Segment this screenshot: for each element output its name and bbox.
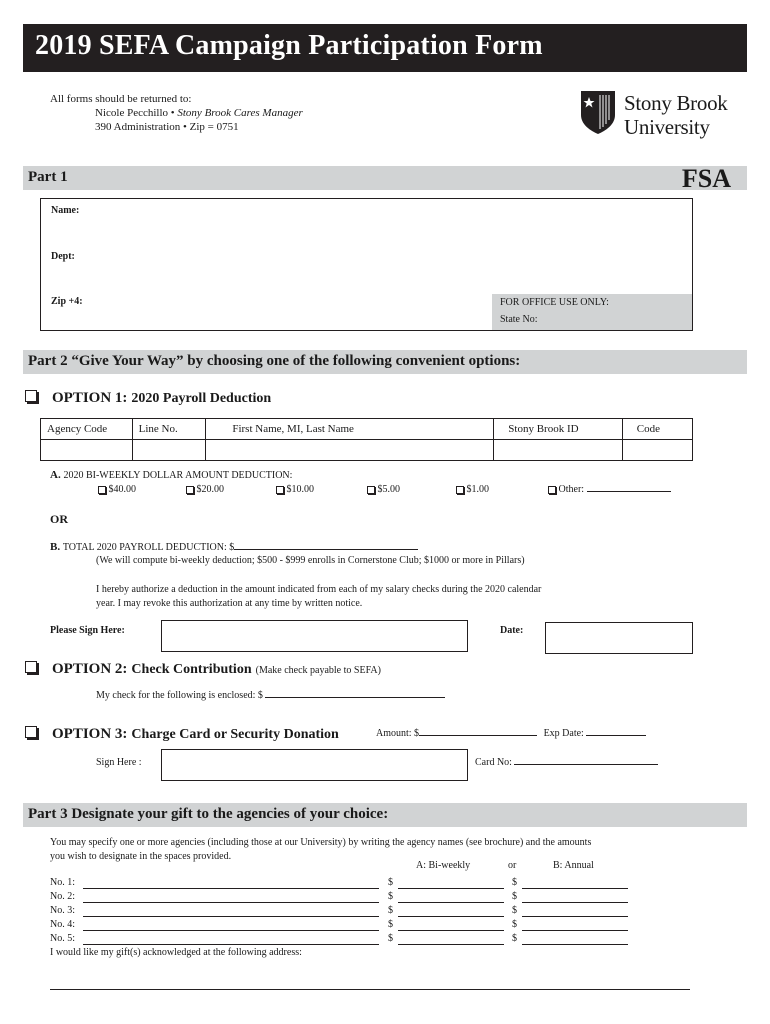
contact-role: Stony Brook Cares Manager bbox=[177, 107, 303, 119]
designation-row: No. 3: $ $ bbox=[50, 905, 650, 919]
designation-row: No. 5: $ $ bbox=[50, 933, 650, 947]
option2-note: (Make check payable to SEFA) bbox=[255, 665, 381, 676]
charge-amount-line: Amount: $ Exp Date: bbox=[376, 728, 646, 739]
designation-row: No. 4: $ $ bbox=[50, 919, 650, 933]
state-no-label: State No: bbox=[500, 314, 538, 325]
annual-amount-field[interactable] bbox=[522, 891, 628, 903]
part1-info-box bbox=[40, 198, 693, 331]
dept-label: Dept: bbox=[51, 251, 75, 262]
annual-amount-field[interactable] bbox=[522, 933, 628, 945]
option2-title: OPTION 2: bbox=[52, 661, 128, 677]
charge-sign-label: Sign Here : bbox=[96, 757, 142, 768]
part3-label: Part 3 Designate your gift to the agencies of your choice: bbox=[28, 806, 389, 822]
annual-amount-field[interactable] bbox=[522, 919, 628, 931]
biweekly-amount-field[interactable] bbox=[398, 905, 504, 917]
col-biweekly: A: Bi-weekly bbox=[416, 860, 471, 871]
name-label: Name: bbox=[51, 205, 80, 216]
option2-subtitle: Check Contribution bbox=[131, 662, 252, 677]
option-b-note: (We will compute bi-weekly deduction; $500 - $999 enrolls in Cornerstone Club; $1000 or more in Pillars) bbox=[96, 555, 525, 566]
title-bar bbox=[23, 24, 747, 72]
amount-option-1[interactable]: $1.00 bbox=[456, 484, 489, 495]
sign-label: Please Sign Here: bbox=[50, 625, 125, 636]
agency-name-field[interactable] bbox=[83, 919, 379, 931]
charge-amount-field[interactable] bbox=[419, 735, 537, 736]
biweekly-amount-field[interactable] bbox=[398, 891, 504, 903]
amount-option-other[interactable]: Other: bbox=[548, 484, 671, 495]
agency-name-field[interactable] bbox=[83, 933, 379, 945]
option3-subtitle: Charge Card or Security Donation bbox=[131, 727, 339, 742]
col-line-no: Line No. bbox=[132, 419, 206, 440]
col-agency-code: Agency Code bbox=[41, 419, 133, 440]
designation-rows bbox=[50, 877, 650, 961]
col-code: Code bbox=[622, 419, 692, 440]
authorization-text-1: I hereby authorize a deduction in the amount indicated from each of my salary checks during the 2020 calendar bbox=[96, 584, 542, 595]
option-a-text: 2020 BI-WEEKLY DOLLAR AMOUNT DEDUCTION: bbox=[63, 470, 293, 481]
biweekly-amount-field[interactable] bbox=[398, 933, 504, 945]
check-enclosed-line: My check for the following is enclosed: $ bbox=[96, 690, 445, 701]
col-full-name: First Name, MI, Last Name bbox=[206, 419, 494, 440]
amount-option-10[interactable]: $10.00 bbox=[276, 484, 314, 495]
checkbox-icon[interactable] bbox=[276, 486, 284, 494]
total-deduction-field[interactable] bbox=[234, 549, 418, 550]
part2-header bbox=[23, 350, 747, 374]
exp-date-field[interactable] bbox=[586, 735, 646, 736]
agency-name-field[interactable] bbox=[83, 905, 379, 917]
option3-row bbox=[25, 725, 339, 743]
check-amount-field[interactable] bbox=[265, 697, 445, 698]
full-name-cell[interactable] bbox=[206, 440, 494, 461]
university-logo bbox=[579, 87, 744, 147]
other-amount-field[interactable] bbox=[587, 491, 671, 492]
zip-field[interactable] bbox=[101, 292, 481, 310]
date-field[interactable] bbox=[545, 622, 693, 654]
office-use-label: FOR OFFICE USE ONLY: bbox=[500, 297, 609, 308]
part1-label: Part 1 bbox=[28, 169, 68, 185]
agency-name-field[interactable] bbox=[83, 891, 379, 903]
checkbox-icon[interactable] bbox=[186, 486, 194, 494]
return-instructions: All forms should be returned to: bbox=[50, 93, 192, 105]
option2-row bbox=[25, 660, 381, 678]
office-use-panel bbox=[492, 294, 692, 330]
option3-checkbox[interactable] bbox=[25, 726, 37, 738]
authorization-text-2: year. I may revoke this authorization at any time by written notice. bbox=[96, 598, 363, 609]
checkbox-icon[interactable] bbox=[98, 486, 106, 494]
card-no-line: Card No: bbox=[475, 757, 658, 768]
charge-signature-field[interactable] bbox=[161, 749, 468, 781]
signature-field[interactable] bbox=[161, 620, 468, 652]
agency-name-field[interactable] bbox=[83, 877, 379, 889]
dept-field[interactable] bbox=[101, 247, 681, 265]
checkbox-icon[interactable] bbox=[456, 486, 464, 494]
acknowledgement-address-field[interactable] bbox=[50, 989, 690, 990]
contact-name: Nicole Pecchillo bbox=[95, 107, 169, 119]
agency-code-cell[interactable] bbox=[41, 440, 133, 461]
part1-header bbox=[23, 164, 747, 193]
or-label: OR bbox=[50, 512, 68, 526]
payroll-table bbox=[40, 418, 693, 461]
designation-row: No. 1: $ $ bbox=[50, 877, 650, 891]
amount-option-20[interactable]: $20.00 bbox=[186, 484, 224, 495]
logo-text-line1: Stony Brook bbox=[624, 91, 728, 115]
col-or: or bbox=[508, 860, 517, 871]
option1-checkbox[interactable] bbox=[25, 390, 37, 402]
part3-intro-1: You may specify one or more agencies (including those at our University) by writing the agency names (see brochure) and the amounts bbox=[50, 837, 592, 848]
zip-label: Zip +4: bbox=[51, 296, 83, 307]
option2-checkbox[interactable] bbox=[25, 661, 37, 673]
code-cell[interactable] bbox=[622, 440, 692, 461]
annual-amount-field[interactable] bbox=[522, 905, 628, 917]
date-label: Date: bbox=[500, 625, 524, 636]
col-annual: B: Annual bbox=[553, 860, 594, 871]
amount-options bbox=[98, 484, 698, 498]
option-b-line: B. TOTAL 2020 PAYROLL DEDUCTION: $ bbox=[50, 541, 418, 553]
option-b-text: TOTAL 2020 PAYROLL DEDUCTION: $ bbox=[62, 542, 235, 553]
amount-option-40[interactable]: $40.00 bbox=[98, 484, 136, 495]
stony-brook-id-cell[interactable] bbox=[494, 440, 623, 461]
fsa-badge: FSA bbox=[681, 164, 731, 193]
annual-amount-field[interactable] bbox=[522, 877, 628, 889]
line-no-cell[interactable] bbox=[132, 440, 206, 461]
biweekly-amount-field[interactable] bbox=[398, 919, 504, 931]
return-address: 390 Administration • Zip = 0751 bbox=[95, 121, 239, 133]
return-contact: Nicole Pecchillo • Stony Brook Cares Manager bbox=[95, 107, 303, 119]
option1-subtitle: 2020 Payroll Deduction bbox=[131, 391, 272, 406]
biweekly-amount-field[interactable] bbox=[398, 877, 504, 889]
col-stony-brook-id: Stony Brook ID bbox=[494, 419, 623, 440]
option-a-line: A. 2020 BI-WEEKLY DOLLAR AMOUNT DEDUCTION: bbox=[50, 469, 293, 481]
checkbox-icon[interactable] bbox=[367, 486, 375, 494]
part2-label: Part 2 “Give Your Way” by choosing one of the following convenient options: bbox=[28, 353, 521, 369]
part3-intro-2: you wish to designate in the spaces provided. bbox=[50, 851, 232, 862]
acknowledgement-label: I would like my gift(s) acknowledged at the following address: bbox=[50, 947, 302, 958]
card-no-field[interactable] bbox=[514, 764, 658, 765]
table-header-row bbox=[41, 419, 693, 440]
option1-row bbox=[25, 389, 271, 407]
table-row bbox=[41, 440, 693, 461]
option3-title: OPTION 3: bbox=[52, 726, 128, 742]
part3-header bbox=[23, 803, 747, 827]
checkbox-icon[interactable] bbox=[548, 486, 556, 494]
amount-option-5[interactable]: $5.00 bbox=[367, 484, 400, 495]
shield-icon bbox=[579, 89, 617, 135]
name-field[interactable] bbox=[101, 201, 681, 219]
logo-text-line2: University bbox=[624, 115, 710, 139]
designation-row: No. 2: $ $ bbox=[50, 891, 650, 905]
page-title: 2019 SEFA Campaign Participation Form bbox=[35, 30, 543, 61]
option1-title: OPTION 1: bbox=[52, 390, 128, 406]
